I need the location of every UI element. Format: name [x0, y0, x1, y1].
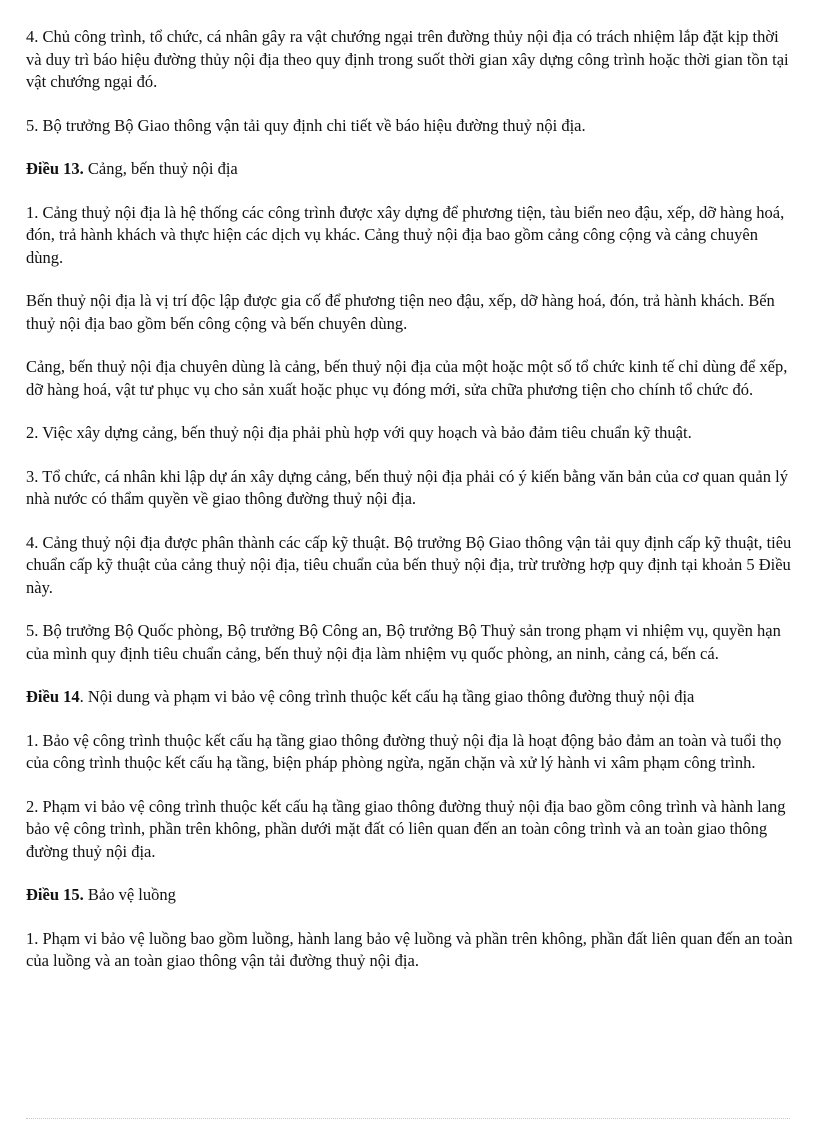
article-13-title: Cảng, bến thuỷ nội địa — [83, 159, 238, 178]
paragraph-a15-clause-1: 1. Phạm vi bảo vệ luồng bao gồm luồng, hành lang bảo vệ luồng và phần trên không, phần đất liên quan đến an toàn của luồng và an toàn giao thông vận tải đường thuỷ nội địa. — [26, 928, 793, 970]
paragraph-a13-specialized: Cảng, bến thuỷ nội địa chuyên dùng là cảng, bến thuỷ nội địa của một hoặc một số tổ chức kinh tế chỉ dùng để xếp, dỡ hàng hoá, vật tư phục vụ cho sản xuất hoặc phục vụ đóng mới, sửa chữa phương tiện cho chính tổ chức đó. — [26, 357, 788, 399]
paragraph-a13-clause-5: 5. Bộ trưởng Bộ Quốc phòng, Bộ trưởng Bộ Công an, Bộ trưởng Bộ Thuỷ sản trong phạm vi nhiệm vụ, quyền hạn của mình quy định tiêu chuẩn cảng, bến thuỷ nội địa làm nhiệm vụ quốc phòng, an ninh, cảng cá, bến cá. — [26, 621, 781, 663]
article-15-label: Điều 15. — [26, 885, 84, 904]
article-13-heading — [26, 158, 796, 181]
article-15-title: Bảo vệ luồng — [83, 885, 176, 904]
document-page — [26, 26, 796, 994]
page-bottom-divider — [26, 1118, 790, 1119]
paragraph-clause-5-signals: 5. Bộ trưởng Bộ Giao thông vận tải quy định chi tiết về báo hiệu đường thuỷ nội địa. — [26, 115, 586, 135]
article-13-label: Điều 13. — [26, 159, 84, 178]
paragraph-a13-clause-4: 4. Cảng thuỷ nội địa được phân thành các cấp kỹ thuật. Bộ trưởng Bộ Giao thông vận tải quy định cấp kỹ thuật, tiêu chuẩn cấp kỹ thuật của cảng thuỷ nội địa, tiêu chuẩn của bến thuỷ nội địa, trừ trường hợp quy định tại khoản 5 Điều này. — [26, 532, 792, 597]
paragraph-a13-clause-1: 1. Cảng thuỷ nội địa là hệ thống các công trình được xây dựng để phương tiện, tàu biển neo đậu, xếp, dỡ hàng hoá, đón, trả hành khách và thực hiện các dịch vụ khác. Cảng thuỷ nội địa bao gồm cảng công cộng và cảng chuyên dùng. — [26, 202, 785, 267]
article-14-title: . Nội dung và phạm vi bảo vệ công trình thuộc kết cấu hạ tầng giao thông đường thuỷ nội địa — [79, 687, 695, 706]
article-14-label: Điều 14 — [26, 687, 80, 706]
paragraph-a13-clause-2: 2. Việc xây dựng cảng, bến thuỷ nội địa phải phù hợp với quy hoạch và bảo đảm tiêu chuẩn kỹ thuật. — [26, 423, 692, 442]
paragraph-a13-clause-3: 3. Tổ chức, cá nhân khi lập dự án xây dựng cảng, bến thuỷ nội địa phải có ý kiến bằng văn bản của cơ quan quản lý nhà nước có thẩm quyền về giao thông đường thuỷ nội địa. — [26, 466, 788, 508]
article-14-heading — [26, 686, 796, 709]
article-15-heading — [26, 884, 796, 907]
paragraph-a13-wharf-definition: Bến thuỷ nội địa là vị trí độc lập được gia cố để phương tiện neo đậu, xếp, dỡ hàng hoá, đón, trả hành khách. Bến thuỷ nội địa bao gồm bến công cộng và bến chuyên dùng. — [26, 291, 775, 333]
paragraph-a14-clause-1: 1. Bảo vệ công trình thuộc kết cấu hạ tầng giao thông đường thuỷ nội địa là hoạt động bảo đảm an toàn và tuổi thọ của công trình thuộc kết cấu hạ tầng, biện pháp phòng ngừa, ngăn chặn và xử lý hành vi xâm phạm công trình. — [26, 730, 782, 772]
paragraph-clause-4-obstacles: 4. Chủ công trình, tổ chức, cá nhân gây ra vật chướng ngại trên đường thủy nội địa có trách nhiệm lắp đặt kịp thời và duy trì báo hiệu đường thủy nội địa theo quy định trong suốt thời gian xây dựng công trình hoặc thời gian tồn tại vật chướng ngại đó. — [26, 27, 789, 91]
paragraph-a14-clause-2: 2. Phạm vi bảo vệ công trình thuộc kết cấu hạ tầng giao thông đường thuỷ nội địa bao gồm công trình và hành lang bảo vệ công trình, phần trên không, phần dưới mặt đất có liên quan đến an toàn công trình và an toàn giao thông đường thuỷ nội địa. — [26, 796, 786, 861]
